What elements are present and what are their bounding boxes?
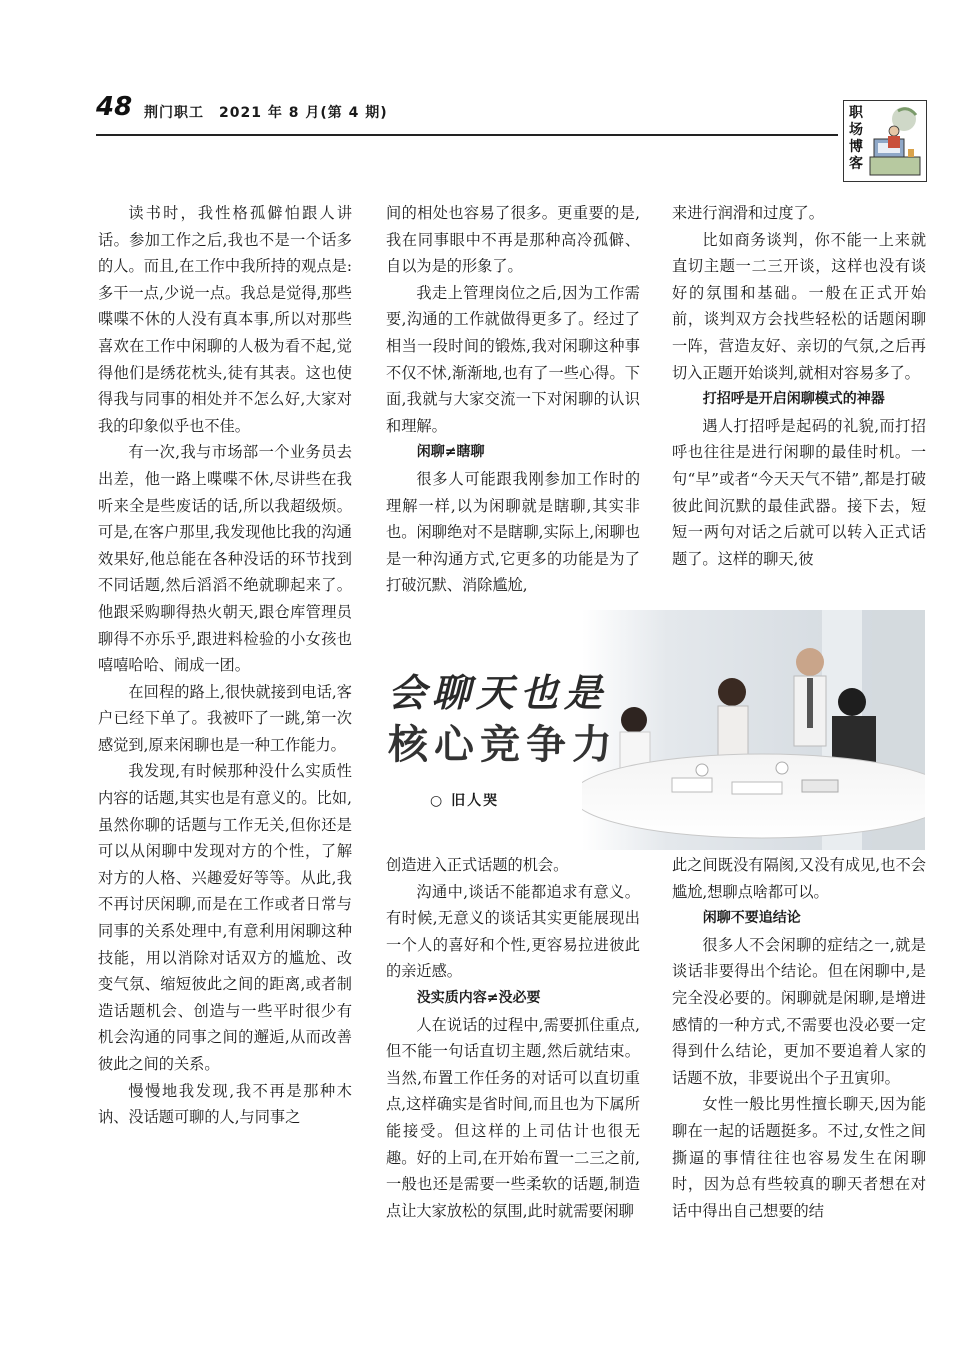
article-title-line-2: 核心竞争力: [388, 721, 618, 768]
article-column-3-bottom: [672, 852, 926, 1224]
subheading: 闲聊≠瞎聊: [416, 444, 485, 461]
paragraph: 读书时，我性格孤僻怕跟人讲话。参加工作之后,我也不是一个话多的人。而且,在工作中我所持的观点是:多干一点,少说一点。我总是觉得,那些喋喋不休的人没有真本事,所以对那些喜欢在工作中闲聊的人极为看不起,觉得他们是绣花枕头,徒有其表。这也使得我与同事的相处并不怎么好,大家对我的印象似乎也不佳。: [98, 204, 352, 435]
paragraph: 遇人打招呼是起码的礼貌,而打招呼也往往是进行闲聊的最佳时机。一句“早”或者“今天天气不错”,都是打破彼此间沉默的最佳武器。接下去，短短一两句对话之后就可以转入正式话题了。这样的聊天,彼: [672, 416, 926, 568]
paragraph: 有一次,我与市场部一个业务员去出差，他一路上喋喋不休,尽讲些在我听来全是些废话的话,所以我超级烦。可是,在客户那里,我发现他比我的沟通效果好,他总能在各种没话的环节找到不同话题,然后滔滔不绝就聊起来了。他跟采购聊得热火朝天,跟仓库管理员聊得不亦乐乎,跟进料检验的小女孩也嘻嘻哈哈、闹成一团。: [98, 443, 352, 675]
office-meeting-photo: [582, 610, 925, 850]
article-column-1: [98, 200, 352, 1131]
article-column-2-top: [386, 200, 640, 599]
paragraph: 很多人不会闲聊的症结之一,就是谈话非要得出个结论。但在闲聊中,是完全没必要的。闲聊就是闲聊,是增进感情的一种方式,不需要也没必要一定得到什么结论，更加不要追着人家的话题不放，非要说出个子丑寅卯。: [672, 935, 926, 1087]
header-divider: [96, 134, 838, 136]
paragraph: 来进行润滑和过度了。: [672, 204, 824, 222]
badge-char: 场: [849, 122, 863, 138]
paragraph: 女性一般比男性擅长聊天,因为能聊在一起的话题挺多。不过,女性之间撕逼的事情往往也容易发生在闲聊时，因为总有些较真的聊天者想在对话中得出自己想要的结: [672, 1095, 926, 1220]
paragraph: 慢慢地我发现,我不再是那种木讷、没话题可聊的人,与同事之: [98, 1081, 352, 1127]
article-column-3-top: [672, 200, 926, 572]
paragraph: 很多人可能跟我刚参加工作时的理解一样,以为闲聊就是瞎聊,其实非也。闲聊绝对不是瞎聊,实际上,闲聊也是一种沟通方式,它更多的功能是为了打破沉默、消除尴尬,: [386, 469, 640, 595]
article-title-line-1: 会聊天也是: [388, 670, 609, 715]
paragraph: 在回程的路上,很快就接到电话,客户已经下单了。我被吓了一跳,第一次感觉到,原来闲聊也是一种工作能力。: [98, 682, 352, 754]
office-worker-illustration: [868, 105, 922, 177]
paragraph: 比如商务谈判，你不能一上来就直切主题一二三开谈，这样也没有谈好的氛围和基础。一般在正式开始前，谈判双方会找些轻松的话题闲聊一阵，营造友好、亲切的气氛,之后再切入正题开始谈判,就相对容易多了。: [672, 230, 926, 382]
page-header: [96, 92, 836, 132]
subheading: 闲聊不要追结论: [702, 910, 801, 927]
badge-char: 职: [849, 105, 863, 121]
badge-char: 客: [849, 156, 863, 172]
magazine-issue: 荆门职工 2021 年 8 月(第 4 期): [144, 105, 388, 121]
paragraph: 创造进入正式话题的机会。: [386, 856, 569, 874]
section-badge-text: [849, 105, 865, 173]
section-badge: [843, 100, 927, 182]
article-byline: ○ 旧人哭: [430, 793, 500, 809]
paragraph: 我走上管理岗位之后,因为工作需要,沟通的工作就做得更多了。经过了相当一段时间的锻炼,我对闲聊这种事不仅不怵,渐渐地,也有了一些心得。下面,我就与大家交流一下对闲聊的认识和理解。: [386, 283, 640, 435]
paragraph: 间的相处也容易了很多。更重要的是,我在同事眼中不再是那种高冷孤僻、自以为是的形象了。: [386, 204, 640, 276]
article-column-2-bottom: [386, 852, 640, 1224]
paragraph: 此之间既没有隔阂,又没有成见,也不会尴尬,想聊点啥都可以。: [672, 856, 926, 901]
badge-char: 博: [849, 139, 863, 155]
paragraph: 我发现,有时候那种没什么实质性内容的话题,其实也是有意义的。比如,虽然你聊的话题与工作无关,但你还是可以从闲聊中发现对方的个性，了解对方的人格、兴趣爱好等等。从此,我不再讨厌闲聊,而是在工作或者日常与同事的关系处理中,有意利用闲聊这种技能，用以消除对话双方的尴尬、改变气氛、缩短彼此之间的距离,或者制造话题机会、创造与一些平时很少有机会沟通的同事之间的邂逅,从而改善彼此之间的关系。: [98, 762, 352, 1073]
paragraph: 人在说话的过程中,需要抓住重点,但不能一句话直切主题,然后就结束。当然,布置工作任务的对话可以直切重点,这样确实是省时间,而且也为下属所能接受。但这样的上司估计也很无趣。好的上司,在开始布置一二三之前,一般也还是需要一些柔软的话题,制造点让大家放松的氛围,此时就需要闲聊: [386, 1015, 640, 1220]
page-number: 48: [96, 92, 133, 122]
article-title: [388, 668, 618, 772]
subheading: 打招呼是开启闲聊模式的神器: [702, 391, 885, 408]
paragraph: 沟通中,谈话不能都追求有意义。有时候,无意义的谈话其实更能展现出一个人的喜好和个性,更容易拉进彼此的亲近感。: [386, 882, 640, 981]
subheading: 没实质内容≠没必要: [416, 989, 541, 1006]
